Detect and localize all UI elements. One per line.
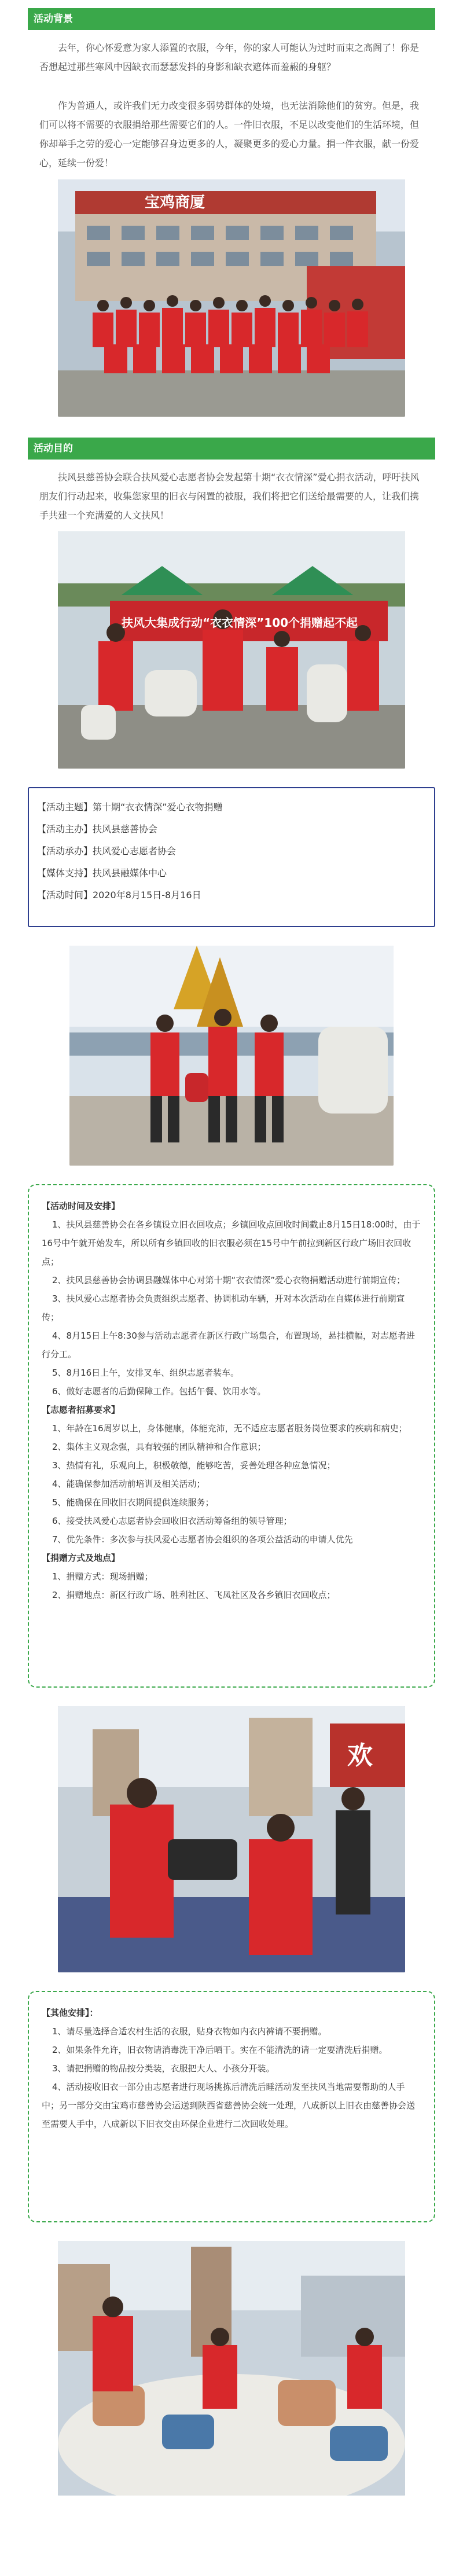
photo-volunteer-group — [58, 179, 405, 417]
recruit-item: 1、年龄在16周岁以上，身体健康，体能充沛，无不适应志愿者服务岗位要求的疾病和病史； — [52, 1423, 407, 1434]
other-item: 4、活动接收旧衣一部分由志愿者进行现场挑拣后清洗后睡活动发至扶风当地需要帮助的人手中；另一部分交由宝鸡市慈善协会运送到陕西省慈善协会统一处理，八成新以上旧衣由慈善协会送至需要人手中，八成新以下旧衣交由环保企业进行二次回收处理。 — [42, 2082, 416, 2129]
background-paragraph-1: 去年，你心怀爱意为家人添置的衣服，今年，你的家人可能认为过时而束之高阁了！你是否想起过那些寒风中因缺衣而瑟瑟发抖的身影和缺衣遮体而羞赧的身躯？ — [39, 42, 420, 72]
schedule-box — [28, 1184, 435, 1688]
schedule-item: 4、8月15日上午8:30参与活动志愿者在新区行政广场集合，布置现场，悬挂横幅，对志愿者进行分工。 — [42, 1331, 415, 1359]
other-heading: 【其他安排】： — [42, 2008, 98, 2018]
photo-sign-text: 宝鸡商厦 — [145, 194, 205, 211]
recruit-item: 2、集体主义观念强，具有较强的团队精神和合作意识； — [52, 1442, 266, 1452]
photo-banner-text: 扶风大集成行动“衣衣情深”100个捐赠起不起 — [122, 616, 358, 630]
background-paragraph-2: 作为普通人，或许我们无力改变很多弱势群体的处境，也无法消除他们的贫穷。但是，我们可以将不需要的衣服捐给那些需要它们的人。一件旧衣服，不足以改变他们的生活环境，但你却举手之劳的爱心一定能够召身边更多的人，凝聚更多的爱心力量。捐一件衣服，献一份爱心，延续一份爱！ — [39, 100, 420, 168]
info-time: 【活动时间】2020年8月15日-8月16日 — [37, 890, 201, 901]
schedule-item: 1、扶风县慈善协会在各乡镇设立旧衣回收点；乡镇回收点回收时间截止8月15日18:00时，由于16号中午就开始发车，所以所有乡镇回收的旧衣服必须在15号中午前拉到新区行政广场旧衣回收点； — [42, 1219, 421, 1267]
purpose-paragraph-1: 扶风县慈善协会联合扶风爱心志愿者协会发起第十期“衣衣情深”爱心捐衣活动，呼吁扶风朋友们行动起来，收集您家里的旧衣与闲置的被服，我们将把它们送给最需要的人，让我们携手共建一个充满爱的人文扶风！ — [39, 472, 420, 521]
info-media: 【媒体支持】扶风县融媒体中心 — [37, 868, 167, 879]
recruit-item: 4、能确保参加活动前培训及相关活动； — [52, 1479, 205, 1489]
other-item: 2、如果条件允许，旧衣物请消毒洗干净后晒干。实在不能清洗的请一定要清洗后捐赠。 — [52, 2045, 388, 2055]
recruit-item: 7、优先条件：多次参与扶风爱心志愿者协会组织的各项公益活动的申请人优先 — [52, 1534, 353, 1545]
other-item: 3、请把捐赠的物品按分类装，衣服把大人、小孩分开装。 — [52, 2063, 275, 2074]
donation-heading: 【捐赠方式及地点】 — [42, 1553, 120, 1563]
info-theme: 【活动主题】第十期“衣衣情深”爱心衣物捐赠 — [37, 802, 223, 813]
info-host: 【活动主办】扶风县慈善协会 — [37, 824, 158, 835]
info-organizer: 【活动承办】扶风爱心志愿者协会 — [37, 846, 177, 857]
section-title-purpose: 活动目的 — [28, 438, 435, 460]
schedule-item: 3、扶风爱心志愿者协会负责组织志愿者、协调机动车辆，开对本次活动在自媒体进行前期宣传； — [42, 1293, 405, 1322]
photo-festival-sign: 欢 — [347, 1741, 373, 1770]
recruit-item: 6、接受扶风爱心志愿者协会回收旧衣活动筹备组的领导管理； — [52, 1516, 292, 1526]
schedule-item: 2、扶风县慈善协会协调县融媒体中心对第十期“衣衣情深”爱心衣物捐赠活动进行前期宣传； — [52, 1275, 406, 1285]
other-arrangements-box — [28, 1991, 435, 2222]
activity-info-box — [28, 787, 435, 927]
recruit-item: 3、热情有礼，乐观向上，积极敬德，能够吃苦，妥善处理各种应急情况； — [52, 1460, 336, 1471]
donation-item: 1、捐赠方式：现场捐赠； — [52, 1571, 153, 1582]
donation-item: 2、捐赠地点：新区行政广场、胜利社区、飞凤社区及各乡镇旧衣回收点； — [52, 1590, 336, 1600]
recruit-heading: 【志愿者招募要求】 — [42, 1405, 120, 1415]
photo-donated-clothes-pile — [58, 2241, 405, 2496]
schedule-item: 6、做好志愿者的后勤保障工作。包括午餐、饮用水等。 — [52, 1386, 266, 1397]
photo-loading-clothes — [58, 531, 405, 769]
schedule-heading: 【活动时间及安排】 — [42, 1201, 120, 1211]
recruit-item: 5、能确保在回收旧衣期间提供连续服务； — [52, 1497, 214, 1508]
other-item: 1、请尽量选择合适农村生活的衣服，贴身衣物如内衣内裤请不要捐赠。 — [52, 2026, 327, 2037]
schedule-item: 5、8月16日上午，安排叉车、组织志愿者装车。 — [52, 1368, 240, 1378]
photo-volunteers-sorting — [58, 1706, 405, 1972]
photo-volunteers-walking — [69, 946, 394, 1166]
section-title-background: 活动背景 — [28, 8, 435, 30]
